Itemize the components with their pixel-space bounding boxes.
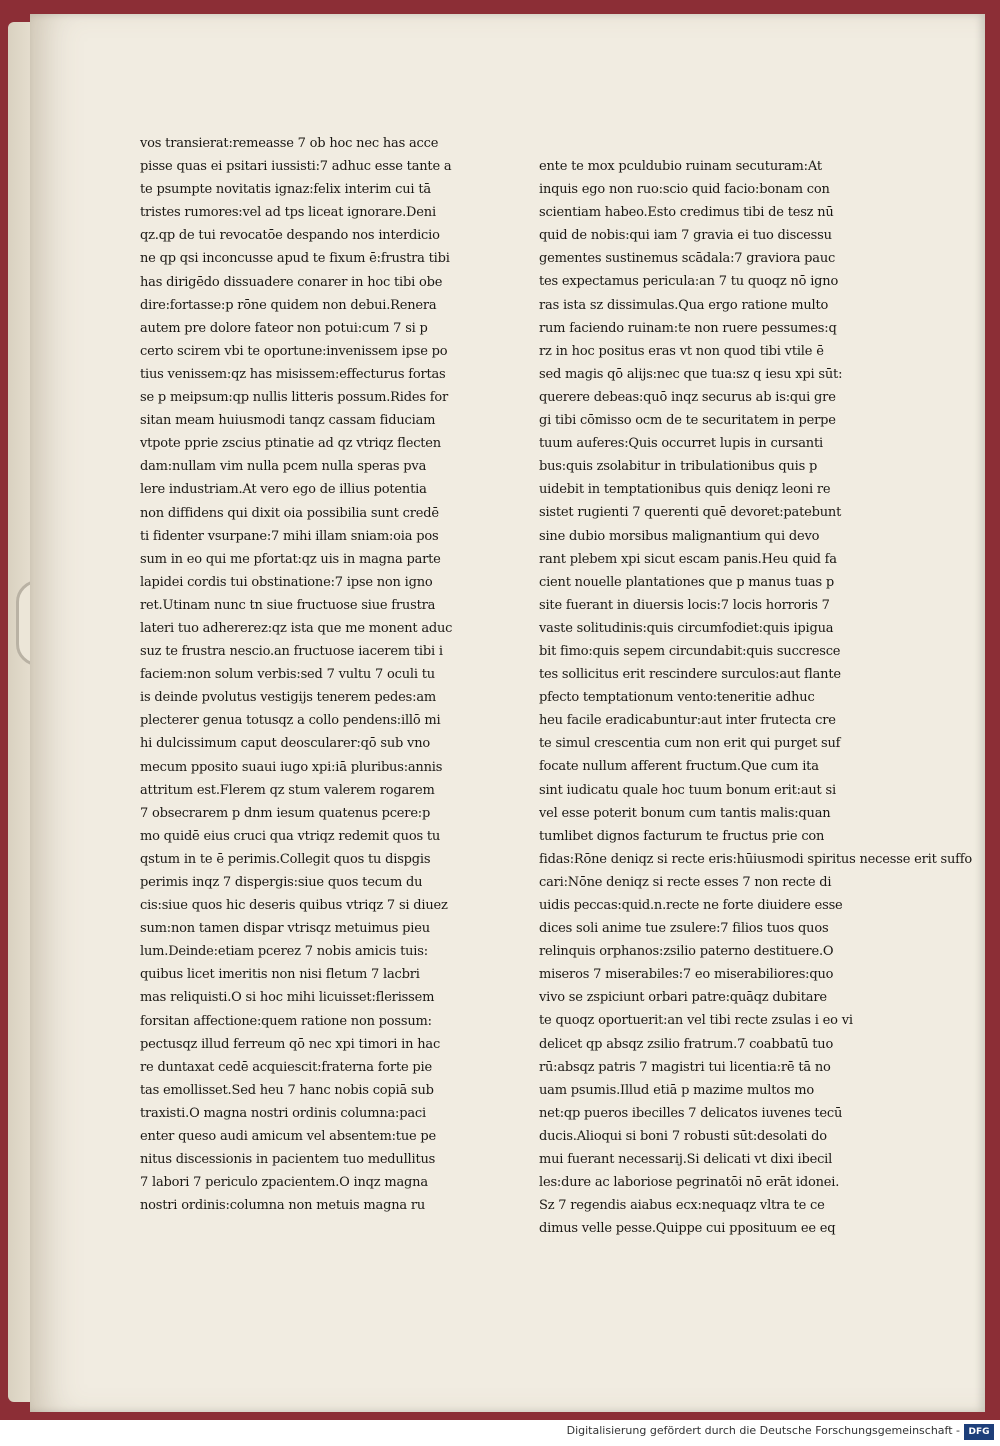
text-line: cari:Nōne deniqz si recte esses 7 non recte di bbox=[539, 874, 832, 890]
text-line: rz in hoc positus eras vt non quod tibi vtile ē bbox=[539, 343, 824, 359]
text-line: dices soli anime tue zsulere:7 filios tuos quos bbox=[539, 921, 829, 937]
text-line: rum faciendo ruinam:te non ruere pessumes:q bbox=[539, 320, 837, 336]
text-line: net:qp pueros ibecilles 7 delicatos iuvenes tecū bbox=[539, 1105, 843, 1121]
text-line: pisse quas ei psitari iussisti:7 adhuc esse tante a bbox=[140, 159, 452, 175]
text-line: plecterer genua totusqz a collo pendens:illō mi bbox=[140, 713, 441, 729]
text-line: pectusqz illud ferreum qō nec xpi timori in hac bbox=[140, 1036, 441, 1052]
text-line: heu facile eradicabuntur:aut inter frutecta cre bbox=[539, 713, 836, 729]
text-line: tristes rumores:vel ad tps liceat ignorare.Deni bbox=[140, 205, 436, 221]
text-line: enter queso audi amicum vel absentem:tue pe bbox=[140, 1129, 437, 1145]
text-line: forsitan affectione:quem ratione non possum: bbox=[140, 1013, 432, 1029]
text-line: miseros 7 miserabiles:7 eo miserabiliores:quo bbox=[539, 967, 834, 983]
text-line: ras ista sz dissimulas.Qua ergo ratione multo bbox=[539, 297, 829, 313]
text-line: vivo se zspiciunt orbari patre:quāqz dubitare bbox=[539, 990, 827, 1006]
text-line: uidis peccas:quid.n.recte ne forte diuidere esse bbox=[539, 898, 843, 913]
text-line: vel esse poterit bonum cum tantis malis:quan bbox=[539, 805, 831, 821]
text-line: ret.Utinam nunc tn siue fructuose siue frustra bbox=[140, 597, 436, 613]
text-line: has dirigēdo dissuadere conarer in hoc tibi obe bbox=[140, 274, 443, 290]
text-line: nostri ordinis:columna non metuis magna ru bbox=[140, 1198, 426, 1214]
text-line: rant plebem xpi sicut escam panis.Heu quid fa bbox=[539, 551, 837, 567]
text-line: tuum auferes:Quis occurret lupis in cursanti bbox=[539, 436, 823, 452]
text-line: relinquis orphanos:zsilio paterno destituere.O bbox=[539, 944, 834, 960]
left-text-column bbox=[140, 132, 520, 1217]
text-line: lateri tuo adhererez:qz ista que me monent aduc bbox=[140, 620, 453, 636]
text-line: mecum pposito suaui iugo xpi:iā pluribus:annis bbox=[140, 759, 443, 775]
text-line: sint iudicatu quale hoc tuum bonum erit:aut si bbox=[539, 782, 836, 798]
dfg-logo-icon: DFG bbox=[964, 1424, 994, 1440]
text-line: quibus licet imeritis non nisi fletum 7 lacbri bbox=[140, 967, 420, 983]
text-line: bus:quis zsolabitur in tribulationibus quis p bbox=[539, 459, 818, 475]
text-line: gementes sustinemus scādala:7 graviora pauc bbox=[539, 251, 836, 267]
text-line: dimus velle pesse.Quippe cui pposituum ee eq bbox=[539, 1221, 836, 1237]
text-line: scientiam habeo.Esto credimus tibi de tesz nū bbox=[539, 205, 834, 221]
text-line: lum.Deinde:etiam pcerez 7 nobis amicis tuis: bbox=[140, 944, 428, 960]
text-line: dam:nullam vim nulla pcem nulla speras pva bbox=[140, 459, 427, 475]
text-line: tius venissem:qz has misissem:effecturus fortas bbox=[140, 366, 446, 382]
text-line: te quoqz oportuerit:an vel tibi recte zsulas i eo vi bbox=[539, 1013, 853, 1029]
text-line: sine dubio morsibus malignantium qui devo bbox=[539, 528, 820, 544]
text-line: ducis.Alioqui si boni 7 robusti sūt:desolati do bbox=[539, 1128, 827, 1144]
text-line: gi tibi cōmisso ocm de te securitatem in perpe bbox=[539, 413, 836, 429]
text-line: te psumpte novitatis ignaz:felix interim cui tā bbox=[140, 182, 431, 198]
text-line: qstum in te ē perimis.Collegit quos tu dispgis bbox=[140, 851, 431, 867]
text-line: mo quidē eius cruci qua vtriqz redemit quos tu bbox=[140, 828, 441, 844]
text-line: uidebit in temptationibus quis deniqz leoni re bbox=[539, 482, 831, 498]
text-line: delicet qp absqz zsilio fratrum.7 coabbatū tuo bbox=[539, 1036, 834, 1052]
right-text-column bbox=[539, 155, 973, 1240]
text-line: attritum est.Flerem qz stum valerem rogarem bbox=[140, 782, 435, 798]
text-line: les:dure ac laboriose pegrinatōi nō erāt idonei. bbox=[539, 1175, 840, 1191]
text-line: vaste solitudinis:quis circumfodiet:quis ipigua bbox=[539, 620, 834, 636]
text-line: uam psumis.Illud etiā p mazime multos mo bbox=[539, 1082, 815, 1098]
text-line: suz te frustra nescio.an fructuose iacerem tibi i bbox=[140, 644, 443, 660]
text-line: se p meipsum:qp nullis litteris possum.Rides for bbox=[140, 390, 448, 406]
text-line: cis:siue quos hic deseris quibus vtriqz 7 si diuez bbox=[140, 898, 448, 914]
text-line: vtpote pprie zscius ptinatie ad qz vtriqz flecten bbox=[140, 436, 441, 452]
text-line: non diffidens qui dixit oia possibilia sunt credē bbox=[140, 505, 439, 521]
text-line: rū:absqz patris 7 magistri tui licentia:rē tā no bbox=[539, 1059, 831, 1075]
text-line: faciem:non solum verbis:sed 7 vultu 7 oculi tu bbox=[140, 667, 435, 683]
text-line: lere industriam.At vero ego de illius potentia bbox=[140, 482, 427, 498]
text-line: 7 obsecrarem p dnm iesum quatenus pcere:p bbox=[140, 805, 431, 821]
text-line: ente te mox pculdubio ruinam secuturam:At bbox=[539, 159, 822, 174]
text-line: vos transierat:remeasse 7 ob hoc nec has acce bbox=[140, 136, 439, 151]
text-line: traxisti.O magna nostri ordinis columna:paci bbox=[140, 1105, 426, 1121]
text-line: hi dulcissimum caput deoscularer:qō sub vno bbox=[140, 736, 430, 752]
text-line: mas reliquisti.O si hoc mihi licuisset:flerissem bbox=[140, 990, 435, 1006]
text-line: re duntaxat cedē acquiescit:fraterna forte pie bbox=[140, 1059, 432, 1075]
text-line: site fuerant in diuersis locis:7 locis horroris 7 bbox=[539, 597, 830, 613]
text-line: perimis inqz 7 dispergis:siue quos tecum du bbox=[140, 875, 423, 890]
text-line: tes expectamus pericula:an 7 tu quoqz nō igno bbox=[539, 274, 839, 290]
text-line: sed magis qō alijs:nec que tua:sz q iesu xpi sūt: bbox=[539, 366, 843, 382]
text-line: certo scirem vbi te oportune:invenissem ipse po bbox=[140, 343, 448, 359]
text-line: is deinde pvolutus vestigijs tenerem pedes:am bbox=[140, 690, 436, 706]
text-line: autem pre dolore fateor non potui:cum 7 si p bbox=[140, 320, 428, 336]
footer-bar bbox=[0, 1420, 1000, 1446]
text-line: sum in eo qui me pfortat:qz uis in magna parte bbox=[140, 551, 441, 567]
text-line: fidas:Rōne deniqz si recte eris:hūiusmodi spiritus necesse erit suffo bbox=[539, 851, 973, 867]
footer-credit-text: Digitalisierung gefördert durch die Deutsche Forschungsgemeinschaft - bbox=[566, 1424, 960, 1437]
text-line: 7 labori 7 periculo zpacientem.O inqz magna bbox=[140, 1175, 428, 1191]
text-line: ne qp qsi inconcusse apud te fixum ē:frustra tibi bbox=[140, 251, 450, 267]
text-line: Sz 7 regendis aiabus ecx:nequaqz vltra te ce bbox=[539, 1198, 825, 1214]
text-line: mui fuerant necessarij.Si delicati vt dixi ibecil bbox=[539, 1152, 833, 1168]
text-line: sitan meam huiusmodi tanqz cassam fiduciam bbox=[140, 413, 436, 429]
text-line: quid de nobis:qui iam 7 gravia ei tuo discessu bbox=[539, 228, 832, 244]
text-line: ti fidenter vsurpane:7 mihi illam sniam:oia pos bbox=[140, 528, 439, 544]
text-line: bit fimo:quis sepem circundabit:quis succresce bbox=[539, 643, 841, 659]
text-line: te simul crescentia cum non erit qui purget suf bbox=[539, 736, 841, 752]
text-line: qz.qp de tui revocatōe despando nos interdicio bbox=[140, 228, 440, 244]
text-line: tes sollicitus erit rescindere surculos:aut flante bbox=[539, 667, 841, 683]
text-line: cient nouelle plantationes que p manus tuas p bbox=[539, 574, 834, 590]
text-line: sistet rugienti 7 querenti quē devoret:patebunt bbox=[539, 505, 842, 521]
text-line: pfecto temptationum vento:teneritie adhuc bbox=[539, 690, 815, 706]
text-line: lapidei cordis tui obstinatione:7 ipse non igno bbox=[140, 574, 433, 590]
text-line: tas emollisset.Sed heu 7 hanc nobis copiā sub bbox=[140, 1082, 434, 1098]
manuscript-page bbox=[30, 14, 985, 1412]
text-line: querere debeas:quō inqz securus ab is:qui gre bbox=[539, 389, 836, 405]
text-line: tumlibet dignos facturum te fructus prie con bbox=[539, 828, 825, 844]
text-line: nitus discessionis in pacientem tuo medullitus bbox=[140, 1152, 436, 1168]
text-line: dire:fortasse:p rōne quidem non debui.Renera bbox=[140, 297, 437, 313]
text-line: focate nullum afferent fructum.Que cum ita bbox=[539, 759, 819, 775]
text-line: inquis ego non ruo:scio quid facio:bonam con bbox=[539, 182, 830, 198]
text-line: sum:non tamen dispar vtrisqz metuimus pieu bbox=[140, 921, 430, 937]
